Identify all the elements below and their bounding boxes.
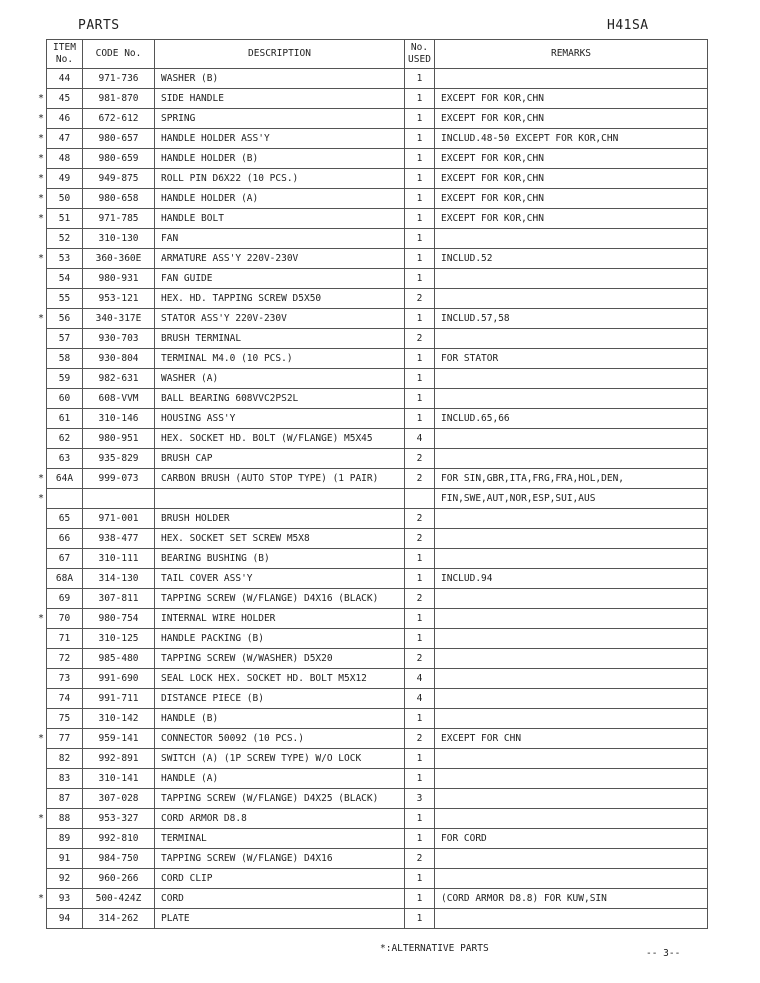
used-cell: 1 — [405, 249, 435, 269]
code-cell: 984-750 — [83, 849, 155, 869]
code-cell: 980-659 — [83, 149, 155, 169]
table-row — [47, 789, 708, 809]
used-cell: 1 — [405, 909, 435, 929]
alternative-part-marker: * — [38, 92, 45, 104]
description-cell: HEX. SOCKET SET SCREW M5X8 — [155, 529, 405, 549]
item-cell: 87 — [47, 789, 83, 809]
col-header-remarks: REMARKS — [435, 40, 708, 69]
table-row — [47, 229, 708, 249]
col-header-used-line2: USED — [408, 54, 431, 65]
description-cell: HANDLE BOLT — [155, 209, 405, 229]
item-cell: 47 — [47, 129, 83, 149]
description-cell: INTERNAL WIRE HOLDER — [155, 609, 405, 629]
table-row — [47, 189, 708, 209]
table-row — [47, 309, 708, 329]
code-cell: 959-141 — [83, 729, 155, 749]
table-row — [47, 689, 708, 709]
page-title: PARTS — [78, 18, 120, 33]
table-row — [47, 649, 708, 669]
description-cell: HANDLE HOLDER (B) — [155, 149, 405, 169]
used-cell: 1 — [405, 69, 435, 89]
code-cell: 981-870 — [83, 89, 155, 109]
description-cell: SIDE HANDLE — [155, 89, 405, 109]
item-cell: 68A — [47, 569, 83, 589]
col-header-description: DESCRIPTION — [155, 40, 405, 69]
description-cell: BEARING BUSHING (B) — [155, 549, 405, 569]
remarks-cell: EXCEPT FOR KOR,CHN — [435, 149, 708, 169]
col-header-used — [405, 40, 435, 69]
alternative-part-marker: * — [38, 732, 45, 744]
table-row — [47, 509, 708, 529]
table-row — [47, 469, 708, 489]
item-cell: 82 — [47, 749, 83, 769]
used-cell: 2 — [405, 469, 435, 489]
description-cell: BRUSH CAP — [155, 449, 405, 469]
item-cell: 74 — [47, 689, 83, 709]
description-cell: TAPPING SCREW (W/FLANGE) D4X16 — [155, 849, 405, 869]
remarks-cell: EXCEPT FOR KOR,CHN — [435, 109, 708, 129]
alternative-part-marker: * — [38, 172, 45, 184]
description-cell: ARMATURE ASS'Y 220V-230V — [155, 249, 405, 269]
item-cell: 57 — [47, 329, 83, 349]
model-number: H41SA — [607, 18, 649, 33]
used-cell: 1 — [405, 749, 435, 769]
used-cell: 2 — [405, 529, 435, 549]
description-cell: TAIL COVER ASS'Y — [155, 569, 405, 589]
table-header-row — [47, 40, 708, 69]
remarks-cell — [435, 549, 708, 569]
remarks-cell — [435, 449, 708, 469]
remarks-cell: FIN,SWE,AUT,NOR,ESP,SUI,AUS — [435, 489, 708, 509]
remarks-cell — [435, 789, 708, 809]
table-row — [47, 769, 708, 789]
remarks-cell — [435, 749, 708, 769]
code-cell: 980-657 — [83, 129, 155, 149]
remarks-cell — [435, 769, 708, 789]
table-row — [47, 89, 708, 109]
used-cell: 1 — [405, 349, 435, 369]
description-cell: HANDLE HOLDER ASS'Y — [155, 129, 405, 149]
table-row — [47, 869, 708, 889]
remarks-cell — [435, 869, 708, 889]
used-cell: 1 — [405, 149, 435, 169]
description-cell: HANDLE PACKING (B) — [155, 629, 405, 649]
remarks-cell — [435, 329, 708, 349]
remarks-cell — [435, 369, 708, 389]
item-cell: 50 — [47, 189, 83, 209]
table-row — [47, 529, 708, 549]
alternative-part-marker: * — [38, 492, 45, 504]
remarks-cell: FOR CORD — [435, 829, 708, 849]
code-cell: 310-125 — [83, 629, 155, 649]
description-cell: BRUSH TERMINAL — [155, 329, 405, 349]
remarks-cell: INCLUD.52 — [435, 249, 708, 269]
used-cell: 2 — [405, 729, 435, 749]
page-number: -- 3-- — [646, 948, 681, 959]
used-cell: 1 — [405, 569, 435, 589]
used-cell: 1 — [405, 769, 435, 789]
remarks-cell — [435, 849, 708, 869]
item-cell: 55 — [47, 289, 83, 309]
code-cell: 985-480 — [83, 649, 155, 669]
used-cell: 2 — [405, 589, 435, 609]
table-row — [47, 409, 708, 429]
table-row — [47, 349, 708, 369]
description-cell: CONNECTOR 50092 (10 PCS.) — [155, 729, 405, 749]
item-cell: 92 — [47, 869, 83, 889]
table-row — [47, 709, 708, 729]
table-row — [47, 149, 708, 169]
code-cell: 982-631 — [83, 369, 155, 389]
used-cell: 1 — [405, 89, 435, 109]
used-cell: 1 — [405, 549, 435, 569]
remarks-cell: FOR SIN,GBR,ITA,FRG,FRA,HOL,DEN, — [435, 469, 708, 489]
remarks-cell — [435, 909, 708, 929]
table-row — [47, 909, 708, 929]
remarks-cell: EXCEPT FOR CHN — [435, 729, 708, 749]
item-cell: 44 — [47, 69, 83, 89]
item-cell: 73 — [47, 669, 83, 689]
table-row — [47, 249, 708, 269]
table-row — [47, 449, 708, 469]
item-cell: 61 — [47, 409, 83, 429]
table-row — [47, 209, 708, 229]
description-cell: BRUSH HOLDER — [155, 509, 405, 529]
item-cell: 60 — [47, 389, 83, 409]
table-row — [47, 609, 708, 629]
col-header-item-line1: ITEM — [53, 42, 76, 53]
item-cell: 89 — [47, 829, 83, 849]
table-row — [47, 169, 708, 189]
remarks-cell — [435, 269, 708, 289]
item-cell: 65 — [47, 509, 83, 529]
table-row — [47, 749, 708, 769]
item-cell: 48 — [47, 149, 83, 169]
item-cell: 67 — [47, 549, 83, 569]
table-row — [47, 369, 708, 389]
table-row — [47, 129, 708, 149]
code-cell: 307-028 — [83, 789, 155, 809]
item-cell: 49 — [47, 169, 83, 189]
alternative-part-marker: * — [38, 152, 45, 164]
remarks-cell — [435, 689, 708, 709]
remarks-cell: INCLUD.57,58 — [435, 309, 708, 329]
used-cell: 1 — [405, 109, 435, 129]
code-cell: 980-658 — [83, 189, 155, 209]
description-cell: HEX. SOCKET HD. BOLT (W/FLANGE) M5X45 — [155, 429, 405, 449]
table-row — [47, 569, 708, 589]
item-cell: 70 — [47, 609, 83, 629]
parts-table-body — [47, 69, 708, 929]
alternative-part-marker: * — [38, 472, 45, 484]
used-cell: 1 — [405, 209, 435, 229]
description-cell: BALL BEARING 608VVC2PS2L — [155, 389, 405, 409]
used-cell: 1 — [405, 389, 435, 409]
used-cell: 2 — [405, 289, 435, 309]
table-row — [47, 669, 708, 689]
code-cell: 608-VVM — [83, 389, 155, 409]
remarks-cell — [435, 609, 708, 629]
item-cell — [47, 489, 83, 509]
alternative-part-marker: * — [38, 192, 45, 204]
item-cell: 69 — [47, 589, 83, 609]
used-cell: 1 — [405, 229, 435, 249]
used-cell: 3 — [405, 789, 435, 809]
item-cell: 51 — [47, 209, 83, 229]
used-cell: 1 — [405, 169, 435, 189]
item-cell: 91 — [47, 849, 83, 869]
alternative-part-marker: * — [38, 612, 45, 624]
alternative-part-marker: * — [38, 112, 45, 124]
description-cell: HEX. HD. TAPPING SCREW D5X50 — [155, 289, 405, 309]
item-cell: 71 — [47, 629, 83, 649]
used-cell: 1 — [405, 709, 435, 729]
used-cell: 2 — [405, 649, 435, 669]
table-row — [47, 629, 708, 649]
table-row — [47, 489, 708, 509]
used-cell: 1 — [405, 409, 435, 429]
remarks-cell — [435, 589, 708, 609]
remarks-cell — [435, 649, 708, 669]
code-cell: 980-754 — [83, 609, 155, 629]
description-cell: CORD ARMOR D8.8 — [155, 809, 405, 829]
code-cell: 991-711 — [83, 689, 155, 709]
table-row — [47, 549, 708, 569]
alternative-part-marker: * — [38, 252, 45, 264]
code-cell: 935-829 — [83, 449, 155, 469]
description-cell: TERMINAL — [155, 829, 405, 849]
remarks-cell — [435, 229, 708, 249]
used-cell: 1 — [405, 629, 435, 649]
table-row — [47, 889, 708, 909]
item-cell: 62 — [47, 429, 83, 449]
remarks-cell — [435, 669, 708, 689]
col-header-item-line2: No. — [55, 54, 74, 65]
code-cell: 971-785 — [83, 209, 155, 229]
code-cell: 360-360E — [83, 249, 155, 269]
used-cell: 4 — [405, 429, 435, 449]
used-cell: 4 — [405, 689, 435, 709]
item-cell: 83 — [47, 769, 83, 789]
item-cell: 72 — [47, 649, 83, 669]
code-cell: 971-001 — [83, 509, 155, 529]
code-cell: 672-612 — [83, 109, 155, 129]
description-cell: HANDLE (B) — [155, 709, 405, 729]
description-cell: WASHER (B) — [155, 69, 405, 89]
alternative-part-marker: * — [38, 892, 45, 904]
table-row — [47, 809, 708, 829]
legend-note: *:ALTERNATIVE PARTS — [380, 943, 489, 954]
used-cell: 2 — [405, 449, 435, 469]
remarks-cell — [435, 529, 708, 549]
remarks-cell: INCLUD.48-50 EXCEPT FOR KOR,CHN — [435, 129, 708, 149]
table-row — [47, 829, 708, 849]
table-row — [47, 289, 708, 309]
code-cell: 992-810 — [83, 829, 155, 849]
remarks-cell — [435, 629, 708, 649]
description-cell: FAN GUIDE — [155, 269, 405, 289]
code-cell: 314-262 — [83, 909, 155, 929]
item-cell: 58 — [47, 349, 83, 369]
code-cell: 930-703 — [83, 329, 155, 349]
item-cell: 46 — [47, 109, 83, 129]
description-cell: HANDLE (A) — [155, 769, 405, 789]
item-cell: 54 — [47, 269, 83, 289]
remarks-cell: EXCEPT FOR KOR,CHN — [435, 89, 708, 109]
used-cell: 2 — [405, 509, 435, 529]
code-cell: 314-130 — [83, 569, 155, 589]
table-row — [47, 429, 708, 449]
remarks-cell: FOR STATOR — [435, 349, 708, 369]
description-cell: TAPPING SCREW (W/WASHER) D5X20 — [155, 649, 405, 669]
description-cell: HANDLE HOLDER (A) — [155, 189, 405, 209]
description-cell: TERMINAL M4.0 (10 PCS.) — [155, 349, 405, 369]
code-cell — [83, 489, 155, 509]
description-cell: TAPPING SCREW (W/FLANGE) D4X16 (BLACK) — [155, 589, 405, 609]
code-cell: 971-736 — [83, 69, 155, 89]
code-cell: 307-811 — [83, 589, 155, 609]
remarks-cell — [435, 709, 708, 729]
used-cell: 1 — [405, 829, 435, 849]
description-cell: SWITCH (A) (1P SCREW TYPE) W/O LOCK — [155, 749, 405, 769]
item-cell: 45 — [47, 89, 83, 109]
code-cell: 310-146 — [83, 409, 155, 429]
table-row — [47, 729, 708, 749]
remarks-cell: INCLUD.65,66 — [435, 409, 708, 429]
used-cell: 1 — [405, 309, 435, 329]
table-row — [47, 849, 708, 869]
item-cell: 64A — [47, 469, 83, 489]
item-cell: 77 — [47, 729, 83, 749]
item-cell: 52 — [47, 229, 83, 249]
description-cell: TAPPING SCREW (W/FLANGE) D4X25 (BLACK) — [155, 789, 405, 809]
remarks-cell: EXCEPT FOR KOR,CHN — [435, 209, 708, 229]
item-cell: 53 — [47, 249, 83, 269]
item-cell: 56 — [47, 309, 83, 329]
remarks-cell — [435, 429, 708, 449]
item-cell: 94 — [47, 909, 83, 929]
alternative-part-marker: * — [38, 812, 45, 824]
code-cell: 999-073 — [83, 469, 155, 489]
remarks-cell — [435, 289, 708, 309]
code-cell: 310-111 — [83, 549, 155, 569]
table-row — [47, 109, 708, 129]
used-cell: 2 — [405, 849, 435, 869]
code-cell: 980-931 — [83, 269, 155, 289]
table-row — [47, 589, 708, 609]
code-cell: 953-121 — [83, 289, 155, 309]
description-cell: SEAL LOCK HEX. SOCKET HD. BOLT M5X12 — [155, 669, 405, 689]
code-cell: 340-317E — [83, 309, 155, 329]
alternative-part-marker: * — [38, 212, 45, 224]
code-cell: 949-875 — [83, 169, 155, 189]
code-cell: 980-951 — [83, 429, 155, 449]
description-cell: CARBON BRUSH (AUTO STOP TYPE) (1 PAIR) — [155, 469, 405, 489]
table-row — [47, 69, 708, 89]
code-cell: 991-690 — [83, 669, 155, 689]
parts-table — [46, 39, 708, 929]
table-row — [47, 329, 708, 349]
code-cell: 953-327 — [83, 809, 155, 829]
description-cell: DISTANCE PIECE (B) — [155, 689, 405, 709]
used-cell: 1 — [405, 889, 435, 909]
remarks-cell — [435, 509, 708, 529]
item-cell: 88 — [47, 809, 83, 829]
description-cell: HOUSING ASS'Y — [155, 409, 405, 429]
used-cell: 1 — [405, 369, 435, 389]
description-cell: STATOR ASS'Y 220V-230V — [155, 309, 405, 329]
item-cell: 63 — [47, 449, 83, 469]
item-cell: 66 — [47, 529, 83, 549]
description-cell: CORD CLIP — [155, 869, 405, 889]
used-cell: 1 — [405, 269, 435, 289]
code-cell: 310-130 — [83, 229, 155, 249]
code-cell: 310-142 — [83, 709, 155, 729]
table-row — [47, 269, 708, 289]
item-cell: 59 — [47, 369, 83, 389]
remarks-cell — [435, 69, 708, 89]
description-cell: FAN — [155, 229, 405, 249]
alternative-part-marker: * — [38, 312, 45, 324]
description-cell: ROLL PIN D6X22 (10 PCS.) — [155, 169, 405, 189]
description-cell: CORD — [155, 889, 405, 909]
item-cell: 75 — [47, 709, 83, 729]
description-cell — [155, 489, 405, 509]
remarks-cell: EXCEPT FOR KOR,CHN — [435, 189, 708, 209]
used-cell: 1 — [405, 869, 435, 889]
code-cell: 930-804 — [83, 349, 155, 369]
alternative-part-marker: * — [38, 132, 45, 144]
remarks-cell: INCLUD.94 — [435, 569, 708, 589]
used-cell — [405, 489, 435, 509]
item-cell: 93 — [47, 889, 83, 909]
col-header-item — [47, 40, 83, 69]
code-cell: 500-424Z — [83, 889, 155, 909]
used-cell: 4 — [405, 669, 435, 689]
table-row — [47, 389, 708, 409]
description-cell: SPRING — [155, 109, 405, 129]
used-cell: 1 — [405, 189, 435, 209]
code-cell: 992-891 — [83, 749, 155, 769]
col-header-code: CODE No. — [83, 40, 155, 69]
remarks-cell: EXCEPT FOR KOR,CHN — [435, 169, 708, 189]
used-cell: 1 — [405, 129, 435, 149]
used-cell: 2 — [405, 329, 435, 349]
used-cell: 1 — [405, 609, 435, 629]
col-header-used-line1: No. — [410, 42, 429, 53]
remarks-cell — [435, 389, 708, 409]
description-cell: WASHER (A) — [155, 369, 405, 389]
code-cell: 938-477 — [83, 529, 155, 549]
code-cell: 960-266 — [83, 869, 155, 889]
remarks-cell — [435, 809, 708, 829]
remarks-cell: (CORD ARMOR D8.8) FOR KUW,SIN — [435, 889, 708, 909]
description-cell: PLATE — [155, 909, 405, 929]
code-cell: 310-141 — [83, 769, 155, 789]
used-cell: 1 — [405, 809, 435, 829]
